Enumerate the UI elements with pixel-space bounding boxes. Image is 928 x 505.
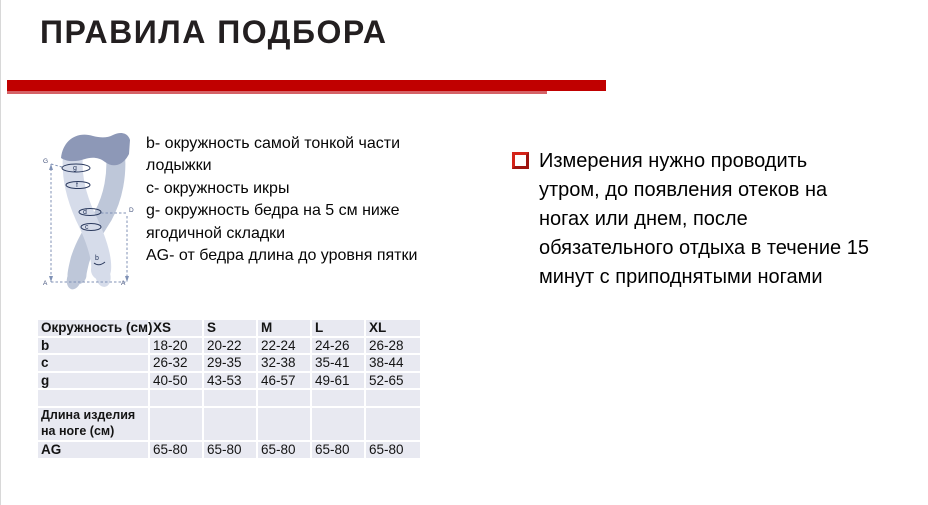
row-label: g [37,372,149,390]
title-underline-bar [7,80,606,91]
table-row [37,407,421,441]
column-header: S [203,319,257,337]
size-value-cell: 65-80 [257,441,311,459]
leg-measurement-diagram [43,128,155,292]
table-row [37,354,421,372]
legend-line: b- окружность самой тонкой части лодыжки [146,135,401,175]
size-value-cell: 24-26 [311,337,365,355]
red-square-bullet-icon [512,152,529,169]
row-label: AG [37,441,149,459]
size-value-cell: 35-41 [311,354,365,372]
ring-label-d: d [83,209,87,216]
size-table [36,318,422,460]
row-label: b [37,337,149,355]
size-value-cell [311,389,365,407]
size-value-cell [203,407,257,441]
size-value-cell [311,407,365,441]
note-line: минут с приподнятыми ногами [539,266,823,288]
size-value-cell: 46-57 [257,372,311,390]
row-label [37,389,149,407]
table-row [37,389,421,407]
size-value-cell: 52-65 [365,372,421,390]
row-label: c [37,354,149,372]
corner-label-A-right: A [121,280,126,287]
title-underline-accent [7,91,547,94]
corner-label-D: D [129,207,134,214]
note-line: обязательного отдыха в течение 15 [539,237,869,259]
size-value-cell: 40-50 [149,372,203,390]
corner-label-G: G [43,158,49,165]
size-value-cell: 26-28 [365,337,421,355]
size-value-cell: 38-44 [365,354,421,372]
size-value-cell [203,389,257,407]
ring-label-f: f [76,182,78,189]
size-value-cell: 43-53 [203,372,257,390]
size-value-cell [257,407,311,441]
ring-label-g: g [73,165,77,172]
size-value-cell: 65-80 [365,441,421,459]
legend-line: g- окружность бедра на 5 см ниже ягодичной складки [146,202,400,242]
page-title: ПРАВИЛА ПОДБОРА [40,14,388,50]
size-value-cell: 29-35 [203,354,257,372]
dashed-hip-connector [51,164,62,167]
arrow-down-right-icon [125,276,129,282]
measurement-note [539,147,928,292]
column-header: L [311,319,365,337]
size-value-cell: 65-80 [149,441,203,459]
row-label: Длина изделия на ноге (см) [37,407,149,441]
table-row [37,441,421,459]
column-header: M [257,319,311,337]
size-value-cell [149,389,203,407]
column-header: Окружность (см) [37,319,149,337]
size-value-cell [365,389,421,407]
table-row [37,337,421,355]
note-text [539,147,928,292]
ring-label-b: b [95,255,99,262]
arrow-down-left-icon [49,276,53,282]
size-value-cell: 49-61 [311,372,365,390]
table-header-row [37,319,421,337]
size-value-cell: 18-20 [149,337,203,355]
note-line: ногах или днем, после [539,208,748,230]
size-value-cell: 22-24 [257,337,311,355]
legs-illustration-icon [43,128,155,292]
legend-line: AG- от бедра длина до уровня пятки [146,247,418,265]
size-value-cell [365,407,421,441]
ring-label-c: c [85,224,89,231]
size-value-cell: 65-80 [311,441,365,459]
size-value-cell: 26-32 [149,354,203,372]
legend-line: c- окружность икры [146,179,290,197]
table-row [37,372,421,390]
size-value-cell: 65-80 [203,441,257,459]
size-value-cell: 32-38 [257,354,311,372]
column-header: XS [149,319,203,337]
column-header: XL [365,319,421,337]
size-value-cell [257,389,311,407]
briefs-shape [61,133,130,165]
note-line: утром, до появления отеков на [539,179,828,201]
measurement-legend [146,133,458,267]
note-line: Измерения нужно проводить [539,150,808,172]
size-value-cell: 20-22 [203,337,257,355]
corner-label-A-left: A [43,280,48,287]
size-value-cell [149,407,203,441]
